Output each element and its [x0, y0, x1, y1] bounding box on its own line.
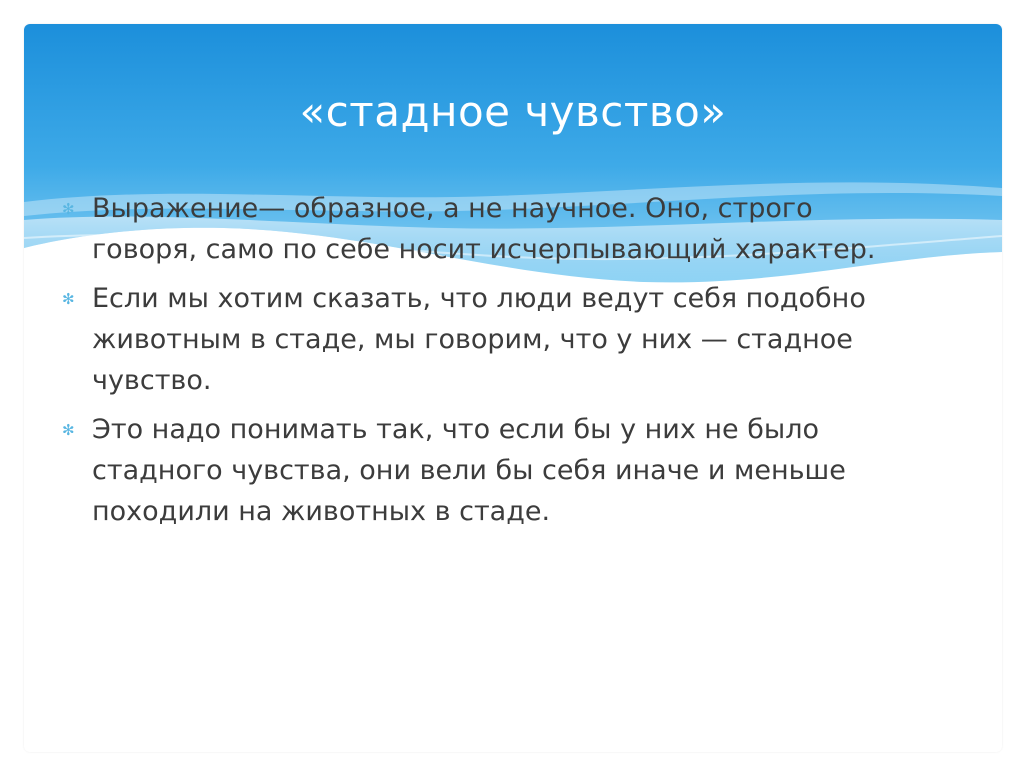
- bullet-item: [62, 278, 922, 401]
- bullet-item: [62, 409, 922, 532]
- bullet-text: Это надо понимать так, что если бы у них не было стадного чувства, они вели бы себя иначе и меньше походили на животных в стаде.: [92, 414, 846, 527]
- bullet-list: [62, 188, 922, 540]
- snowflake-asterisk-icon: ✻: [62, 200, 75, 218]
- bullet-text: Выражение— образное, а не научное. Оно, строго говоря, само по себе носит исчерпывающий характер.: [92, 193, 876, 265]
- slide-title: «стадное чувство»: [299, 87, 727, 136]
- snowflake-asterisk-icon: ✻: [62, 421, 75, 439]
- snowflake-asterisk-icon: ✻: [62, 290, 75, 308]
- bullet-text: Если мы хотим сказать, что люди ведут себя подобно животным в стаде, мы говорим, что у них — стадное чувство.: [92, 283, 866, 396]
- slide: [24, 24, 1002, 752]
- bullet-item: [62, 188, 922, 270]
